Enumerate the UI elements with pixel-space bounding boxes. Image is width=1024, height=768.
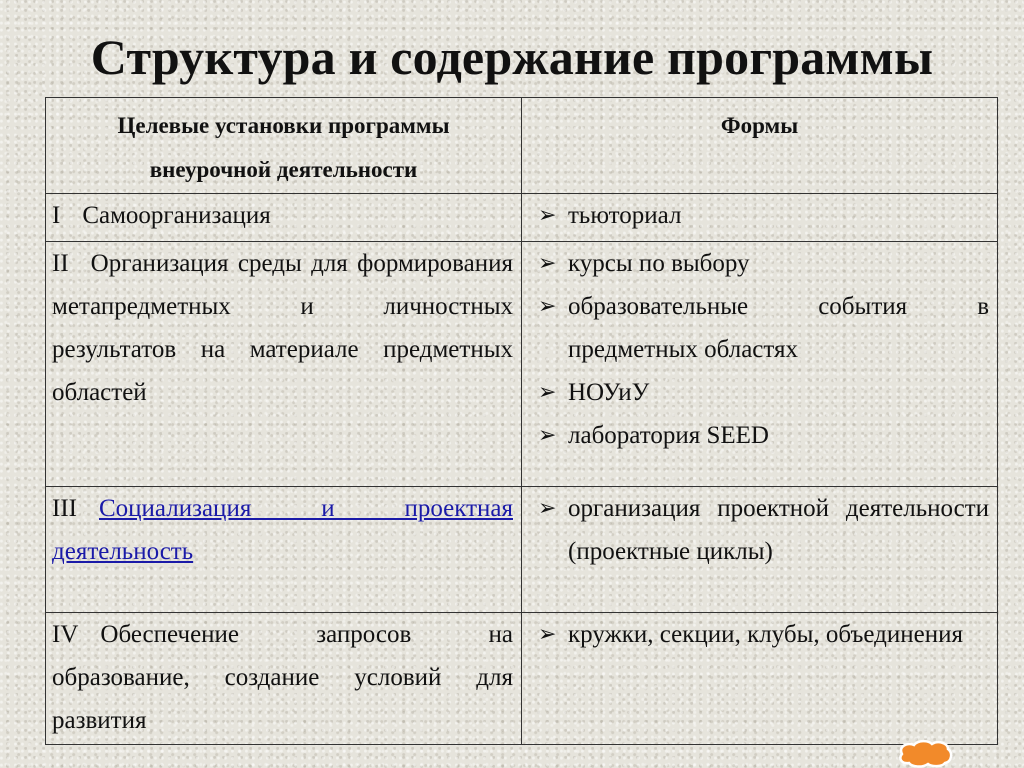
- goal-text: Обеспечение запросов на образование, создание условий для развития: [52, 620, 513, 734]
- arrow-bullet-icon: ➢: [538, 294, 557, 320]
- navigation-blob-icon[interactable]: [896, 738, 954, 768]
- arrow-bullet-icon: ➢: [538, 621, 557, 647]
- header-cell-goals: [46, 98, 522, 194]
- list-item: ➢ курсы по выбору: [530, 242, 989, 285]
- table-row: [46, 194, 998, 242]
- header-forms-label: Формы: [720, 113, 799, 138]
- forms-list: [522, 487, 997, 573]
- list-item: ➢ лаборатория SEED: [530, 414, 989, 457]
- row-number: II: [52, 250, 69, 278]
- table-row: [46, 612, 998, 744]
- list-item: ➢ организация проектной деятельности (проектные циклы): [530, 487, 989, 573]
- table-row: [46, 486, 998, 612]
- program-structure-table: [45, 97, 998, 745]
- table-header-row: [46, 98, 998, 194]
- forms-cell: [522, 242, 998, 486]
- goal-cell: [46, 612, 522, 744]
- list-item: ➢ тьюториал: [530, 194, 989, 237]
- header-goals-label: Целевые установки программы внеурочной деятельности: [117, 113, 450, 182]
- forms-list: [522, 194, 997, 237]
- goal-text: Самоорганизация: [82, 202, 271, 230]
- goal-text: Организация среды для формирования метапредметных и личностных результатов на материале предметных областей: [52, 250, 513, 407]
- socialization-link[interactable]: Социализация и проектная деятельность: [52, 494, 513, 565]
- goal-cell: [46, 194, 522, 242]
- arrow-bullet-icon: ➢: [538, 251, 557, 277]
- table-row: [46, 242, 998, 486]
- forms-list: [522, 242, 997, 457]
- header-cell-forms: [522, 98, 998, 194]
- list-item: ➢ НОУиУ: [530, 371, 989, 414]
- arrow-bullet-icon: ➢: [538, 203, 557, 229]
- arrow-bullet-icon: ➢: [538, 423, 557, 449]
- forms-cell: [522, 486, 998, 612]
- list-item: ➢ кружки, секции, клубы, объединения: [530, 613, 989, 656]
- forms-cell: [522, 194, 998, 242]
- arrow-bullet-icon: ➢: [538, 380, 557, 406]
- list-item: ➢ образовательные события в предметных областях: [530, 285, 989, 371]
- goal-cell: [46, 242, 522, 486]
- row-number: IV: [52, 620, 79, 648]
- row-number: I: [52, 202, 61, 230]
- goal-cell: [46, 486, 522, 612]
- row-number: III: [52, 494, 77, 522]
- forms-cell: [522, 612, 998, 744]
- slide-title: Структура и содержание программы: [90, 29, 934, 85]
- forms-list: [522, 613, 997, 656]
- arrow-bullet-icon: ➢: [538, 495, 557, 521]
